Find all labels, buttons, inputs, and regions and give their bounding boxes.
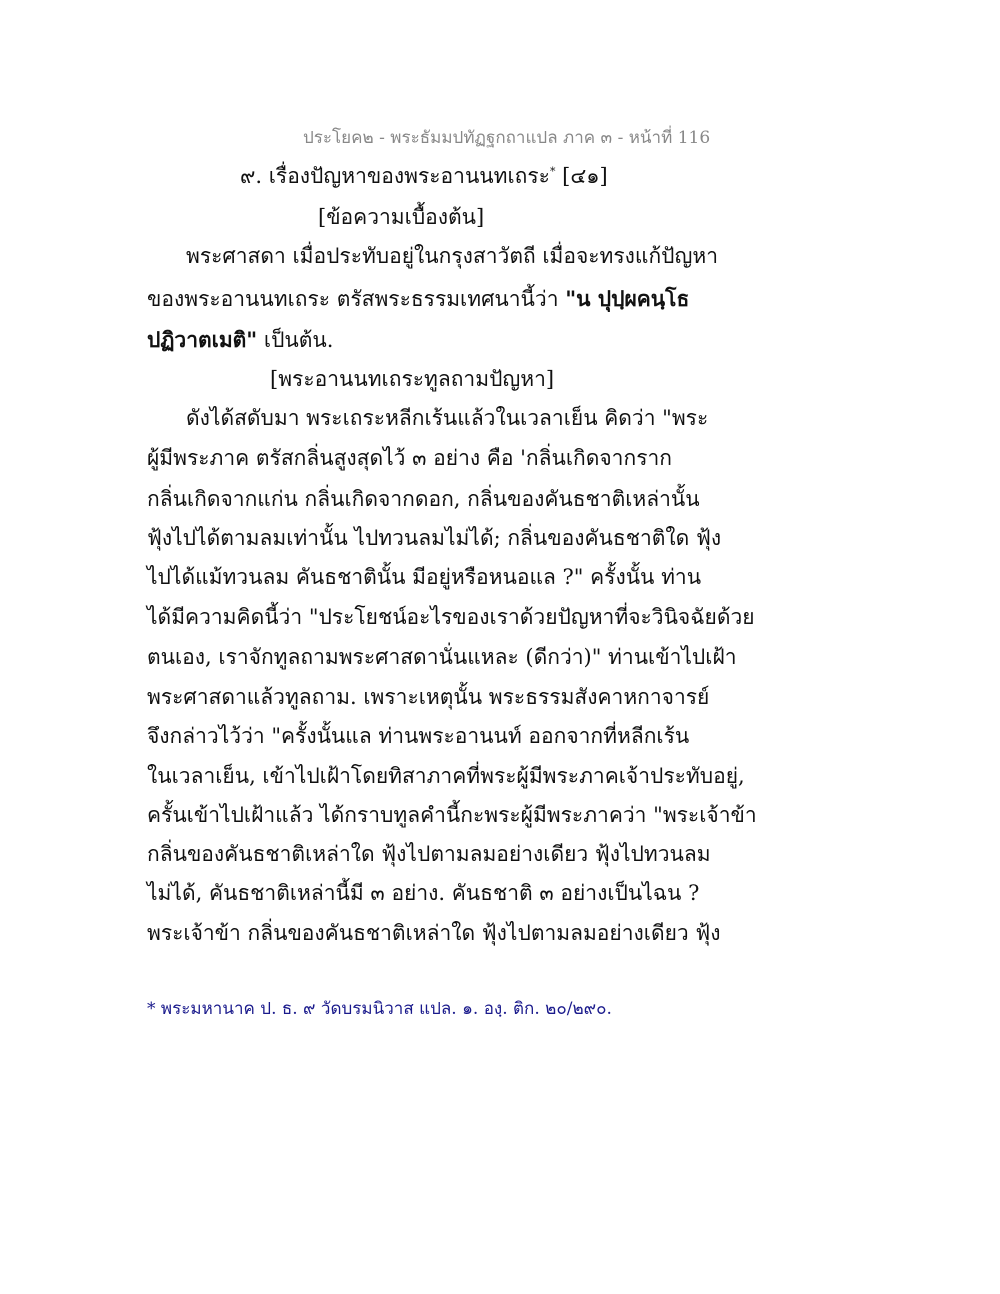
text-line: พระเจ้าข้า กลิ่นของคันธชาติเหล่าใด ฟุ้งไปตามลมอย่างเดียว ฟุ้ง <box>147 921 721 945</box>
text-line <box>147 324 687 357</box>
section-heading-opening: [ข้อความเบื้องต้น] <box>318 205 485 229</box>
text-line: ผู้มีพระภาค ตรัสกลิ่นสูงสุดไว้ ๓ อย่าง คือ 'กลิ่นเกิดจากราก <box>147 446 672 470</box>
text-line: ตนเอง, เราจักทูลถามพระศาสดานั่นแหละ (ดีกว่า)" ท่านเข้าไปเฝ้า <box>147 645 737 669</box>
pali-quote: ปฏิวาตเมติ" <box>147 327 258 352</box>
story-title <box>240 160 608 193</box>
story-title-text: ๙. เรื่องปัญหาของพระอานนทเถระ <box>240 164 550 188</box>
pali-quote: "น ปุปฺผคนฺโธ <box>565 286 690 311</box>
text-line: กลิ่นของคันธชาติเหล่าใด ฟุ้งไปตามลมอย่างเดียว ฟุ้งไปทวนลม <box>147 842 711 866</box>
text-line: พระศาสดา เมื่อประทับอยู่ในกรุงสาวัตถี เมื่อจะทรงแก้ปัญหา <box>186 244 719 268</box>
text-line: ดังได้สดับมา พระเถระหลีกเร้นแล้วในเวลาเย็น คิดว่า "พระ <box>186 406 709 430</box>
text-line: ไม่ได้, คันธชาติเหล่านี้มี ๓ อย่าง. คันธชาติ ๓ อย่างเป็นไฉน ? <box>147 881 700 905</box>
text-line: ฟุ้งไปได้ตามลมเท่านั้น ไปทวนลมไม่ได้; กลิ่นของคันธชาติใด ฟุ้ง <box>147 526 722 550</box>
text-line: กลิ่นเกิดจากแก่น กลิ่นเกิดจากดอก, กลิ่นของคันธชาติเหล่านั้น <box>147 487 700 511</box>
footnote: * พระมหานาค ป. ธ. ๙ วัดบรมนิวาส แปล. ๑. องฺ. ติก. ๒๐/๒๙๐. <box>147 999 612 1019</box>
text-line: พระศาสดาแล้วทูลถาม. เพราะเหตุนั้น พระธรรมสังคาหกาจารย์ <box>147 685 710 709</box>
text-line: ครั้นเข้าไปเฝ้าแล้ว ได้กราบทูลคำนี้กะพระผู้มีพระภาคว่า "พระเจ้าข้า <box>147 803 757 827</box>
story-number: [๔๑] <box>562 164 608 188</box>
text-line <box>147 283 690 316</box>
text-line: ได้มีความคิดนี้ว่า "ประโยชน์อะไรของเราด้วยปัญหาที่จะวินิจฉัยด้วย <box>147 605 755 629</box>
text-line: ในเวลาเย็น, เข้าไปเฝ้าโดยทิสาภาคที่พระผู้มีพระภาคเจ้าประทับอยู่, <box>147 764 745 788</box>
section-heading-question: [พระอานนทเถระทูลถามปัญหา] <box>270 367 555 391</box>
text-span: เป็นต้น. <box>257 328 334 352</box>
text-span: ของพระอานนทเถระ ตรัสพระธรรมเทศนานี้ว่า <box>147 287 566 311</box>
text-line: ไปได้แม้ทวนลม คันธชาตินั้น มีอยู่หรือหนอแล ?" ครั้งนั้น ท่าน <box>147 565 702 589</box>
running-header: ประโยค๒ - พระธัมมปทัฏฐกถาแปล ภาค ๓ - หน้าที่ 116 <box>303 128 711 148</box>
footnote-mark: * <box>549 165 556 178</box>
text-line: จึงกล่าวไว้ว่า "ครั้งนั้นแล ท่านพระอานนท์ ออกจากที่หลีกเร้น <box>147 724 690 748</box>
